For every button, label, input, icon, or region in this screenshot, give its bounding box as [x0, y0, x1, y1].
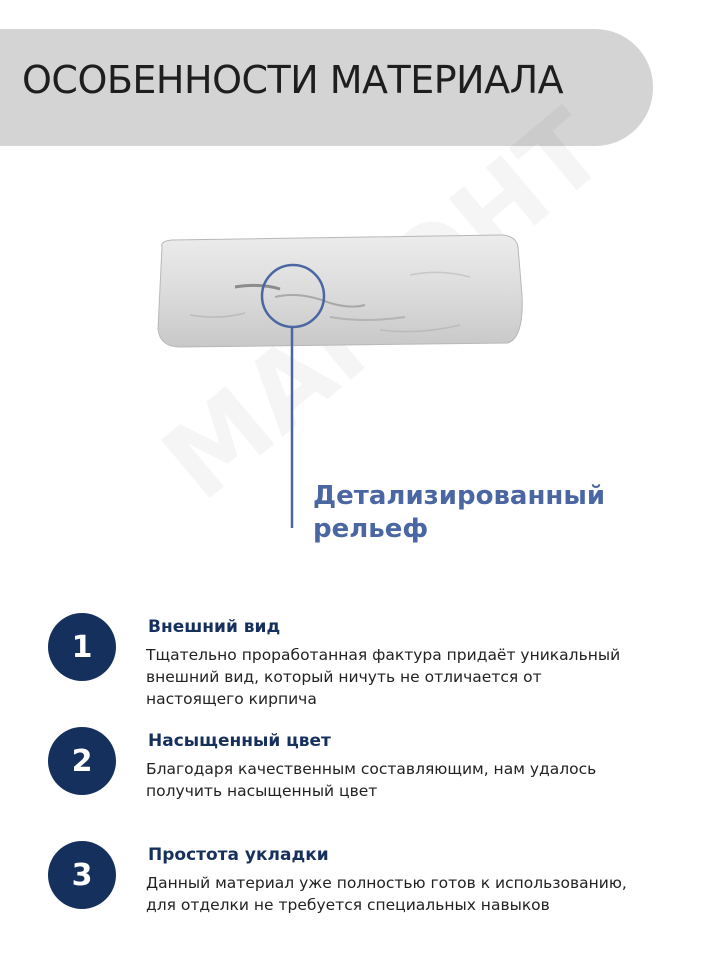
callout-label-line-2: рельеф: [313, 514, 429, 544]
feature-description-line: получить насыщенный цвет: [146, 782, 378, 800]
feature-number-badge: 1: [48, 613, 116, 681]
feature-description-line: для отделки не требуется специальных навыков: [146, 896, 550, 914]
feature-description: [146, 644, 676, 710]
feature-number-badge: 3: [48, 841, 116, 909]
callout-label: [313, 480, 605, 546]
feature-description-line: настоящего кирпича: [146, 690, 317, 708]
feature-description-line: Данный материал уже полностью готов к использованию,: [146, 874, 627, 892]
feature-title: Простота укладки: [148, 845, 329, 865]
feature-description: [146, 758, 676, 802]
feature-number-badge: 2: [48, 727, 116, 795]
callout-label-line-1: Детализированный: [313, 481, 606, 511]
feature-title: Внешний вид: [148, 617, 281, 637]
page-title: ОСОБЕННОСТИ МАТЕРИАЛА: [22, 58, 564, 102]
feature-description-line: Тщательно проработанная фактура придаёт уникальный: [146, 646, 621, 664]
feature-description-line: Благодаря качественным составляющим, нам удалось: [146, 760, 597, 778]
feature-description: [146, 872, 676, 916]
feature-title: Насыщенный цвет: [148, 731, 331, 751]
feature-description-line: внешний вид, который ничуть не отличается от: [146, 668, 542, 686]
